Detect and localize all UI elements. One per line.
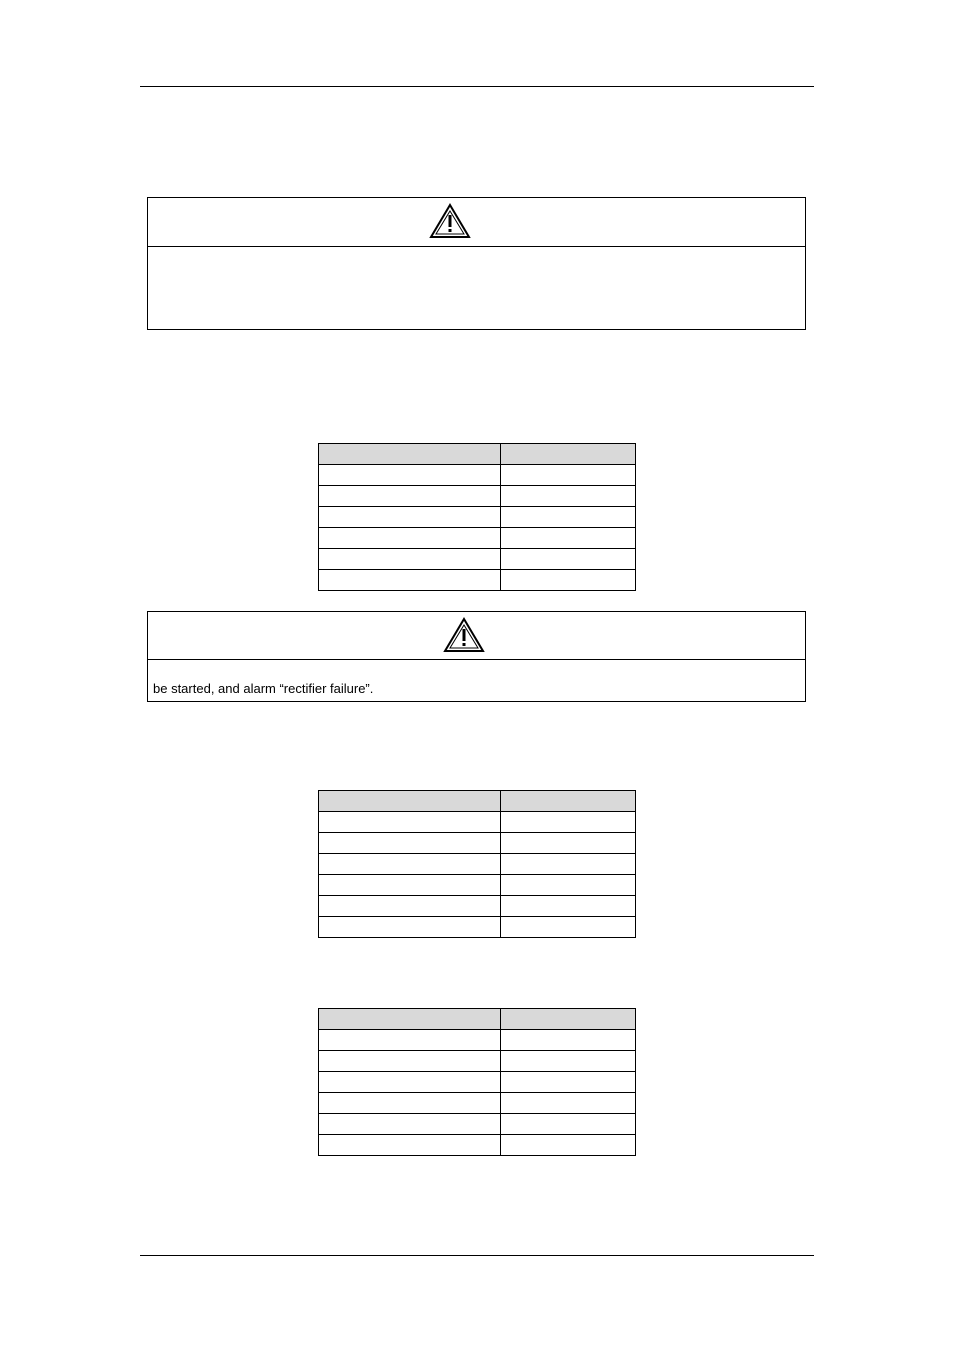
table-cell xyxy=(501,549,636,570)
table-cell xyxy=(319,1051,501,1072)
warning-box-body xyxy=(148,247,805,329)
table-row xyxy=(319,1114,636,1135)
table-cell xyxy=(501,791,636,812)
table-cell xyxy=(501,507,636,528)
table-cell xyxy=(319,1093,501,1114)
table-cell xyxy=(319,875,501,896)
table-row xyxy=(319,917,636,938)
table-cell xyxy=(501,528,636,549)
footer-rule xyxy=(140,1255,814,1256)
table-cell xyxy=(501,875,636,896)
table-row xyxy=(319,854,636,875)
table-cell xyxy=(501,1114,636,1135)
table-row xyxy=(319,875,636,896)
table-cell xyxy=(319,486,501,507)
table-cell xyxy=(319,917,501,938)
table-cell xyxy=(319,549,501,570)
table-cell xyxy=(501,1072,636,1093)
data-table-1 xyxy=(318,443,636,591)
table-cell xyxy=(501,444,636,465)
table-cell xyxy=(319,507,501,528)
data-table-2 xyxy=(318,790,636,938)
warning-box-body xyxy=(148,660,805,701)
table-cell xyxy=(319,1072,501,1093)
table-row xyxy=(319,896,636,917)
table-header-row xyxy=(319,444,636,465)
table-cell xyxy=(501,1009,636,1030)
table-cell xyxy=(501,465,636,486)
table-cell xyxy=(501,896,636,917)
warning-box-2 xyxy=(147,611,806,702)
table-cell xyxy=(501,1135,636,1156)
table-cell xyxy=(319,444,501,465)
table-cell xyxy=(319,528,501,549)
table-cell xyxy=(319,1030,501,1051)
table-cell xyxy=(501,1030,636,1051)
table-cell xyxy=(501,833,636,854)
table-row xyxy=(319,507,636,528)
table-cell xyxy=(319,465,501,486)
table-row xyxy=(319,465,636,486)
table-cell xyxy=(319,854,501,875)
table-row xyxy=(319,486,636,507)
table-cell xyxy=(501,1051,636,1072)
table-row xyxy=(319,549,636,570)
table-cell xyxy=(501,570,636,591)
data-table-3 xyxy=(318,1008,636,1156)
table-cell xyxy=(319,1009,501,1030)
table-row xyxy=(319,1072,636,1093)
table-header-row xyxy=(319,791,636,812)
table-row xyxy=(319,1135,636,1156)
table-cell xyxy=(319,812,501,833)
warning-triangle-icon xyxy=(443,617,485,653)
table-row xyxy=(319,1093,636,1114)
table-cell xyxy=(319,791,501,812)
table-cell xyxy=(319,1114,501,1135)
table-row xyxy=(319,1030,636,1051)
table-cell xyxy=(501,854,636,875)
header-rule xyxy=(140,86,814,87)
table-cell xyxy=(501,486,636,507)
table-cell xyxy=(501,812,636,833)
table-cell xyxy=(501,917,636,938)
table-row xyxy=(319,1051,636,1072)
warning-box-header xyxy=(148,612,805,660)
warning-box-1 xyxy=(147,197,806,330)
table-cell xyxy=(319,833,501,854)
table-row xyxy=(319,570,636,591)
warning-box-header xyxy=(148,198,805,247)
table-row xyxy=(319,528,636,549)
table-row xyxy=(319,833,636,854)
warning-triangle-icon xyxy=(429,203,471,239)
table-cell xyxy=(319,570,501,591)
table-row xyxy=(319,812,636,833)
warning-text: be started, and alarm “rectifier failure”. xyxy=(153,681,374,696)
table-cell xyxy=(319,896,501,917)
table-cell xyxy=(501,1093,636,1114)
table-header-row xyxy=(319,1009,636,1030)
table-cell xyxy=(319,1135,501,1156)
